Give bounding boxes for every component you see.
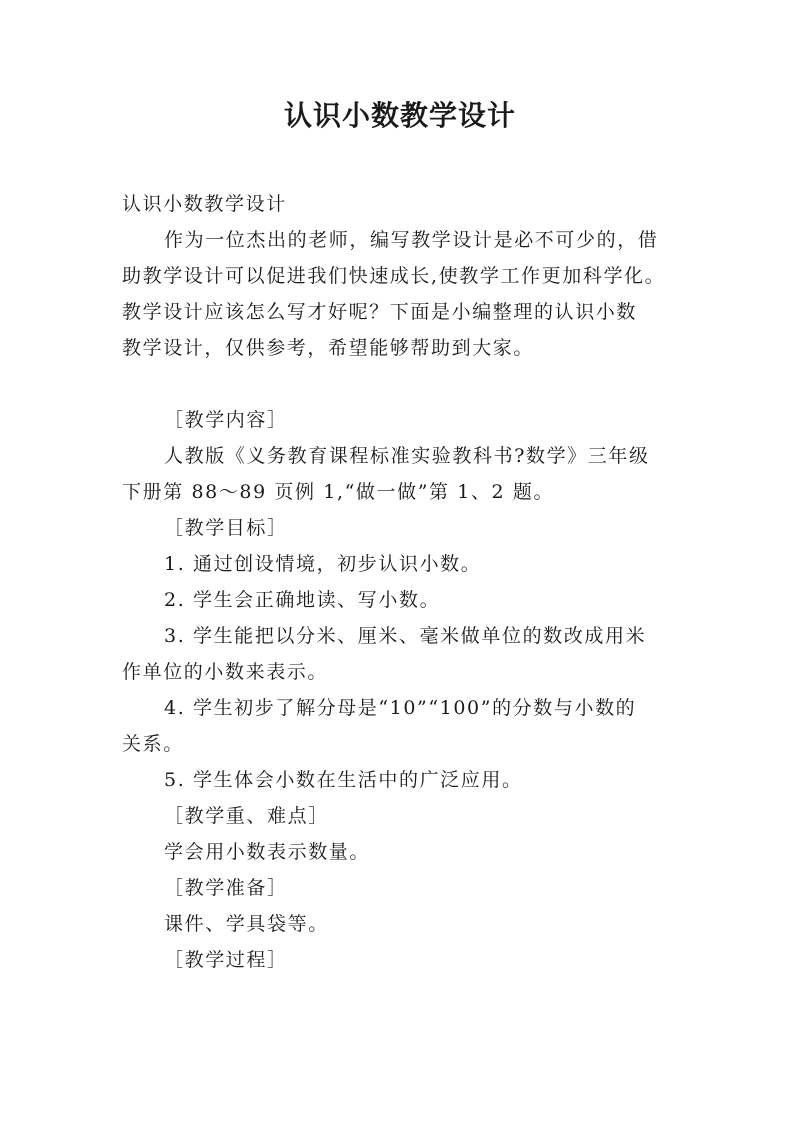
- goal-item-5: 5. 学生体会小数在生活中的广泛应用。: [164, 769, 523, 791]
- intro-line-3: 教学设计应该怎么写才好呢？下面是小编整理的认识小数: [122, 301, 638, 323]
- key-points-text: 学会用小数表示数量。: [164, 841, 371, 863]
- content-line-1: 人教版《义务教育课程标准实验教科书?数学》三年级: [164, 445, 650, 467]
- document-body: [122, 186, 682, 978]
- goal-item-3-line-2: 作单位的小数来表示。: [122, 661, 329, 683]
- section-heading-key-points: ［教学重、难点］: [164, 805, 329, 827]
- paragraph-gap: [122, 366, 682, 402]
- goal-item-4-line-1: 4. 学生初步了解分母是“10”“100”的分数与小数的: [164, 697, 637, 719]
- goal-item-1: 1. 通过创设情境，初步认识小数。: [164, 553, 482, 575]
- preparation-text: 课件、学具袋等。: [164, 913, 329, 935]
- intro-line-2: 助教学设计可以促进我们快速成长,使教学工作更加科学化。: [122, 265, 666, 287]
- goal-item-3-line-1: 3. 学生能把以分米、厘米、毫米做单位的数改成用米: [164, 625, 647, 647]
- section-heading-content: ［教学内容］: [164, 409, 288, 431]
- subtitle: 认识小数教学设计: [122, 193, 287, 215]
- section-heading-process: ［教学过程］: [164, 949, 288, 971]
- goal-item-2: 2. 学生会正确地读、写小数。: [164, 589, 441, 611]
- goal-item-4-line-2: 关系。: [122, 733, 184, 755]
- document-title: 认识小数教学设计: [283, 99, 516, 132]
- section-heading-preparation: ［教学准备］: [164, 877, 288, 899]
- intro-line-1: 作为一位杰出的老师，编写教学设计是必不可少的，借: [164, 229, 659, 251]
- content-line-2: 下册第 88～89 页例 1,“做一做”第 1、2 题。: [122, 481, 555, 503]
- section-heading-goals: ［教学目标］: [164, 517, 288, 539]
- intro-line-4: 教学设计，仅供参考，希望能够帮助到大家。: [122, 337, 535, 359]
